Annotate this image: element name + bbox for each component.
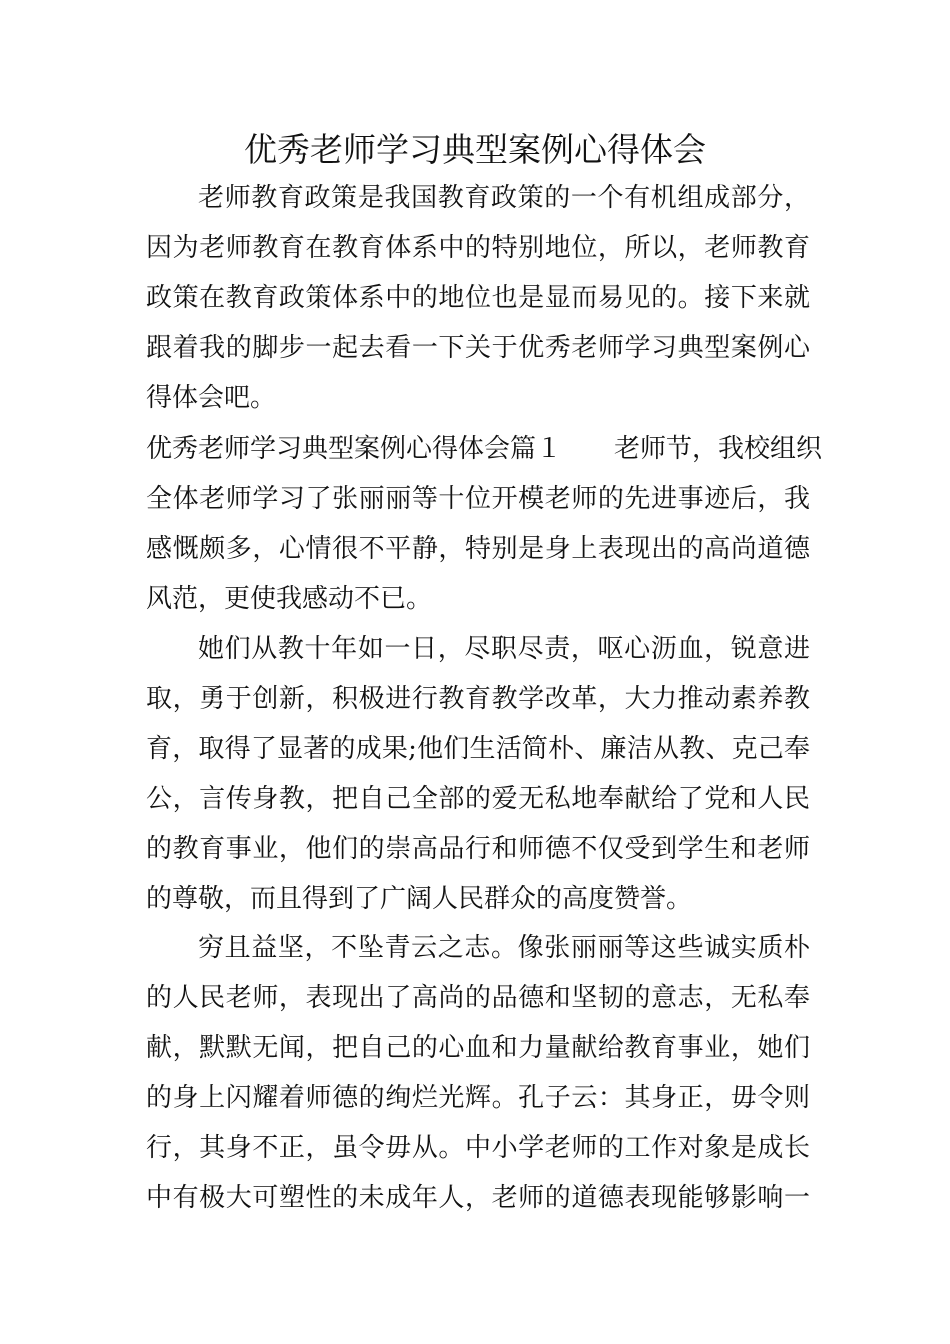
paragraph-line: 她们从教十年如一日，尽职尽责，呕心沥血，锐意进 [198, 634, 810, 664]
paragraph-line: 得体会吧。 [146, 383, 277, 413]
document-title: 优秀老师学习典型案例心得体会 [244, 130, 706, 169]
paragraph-line: 育，取得了显著的成果;他们生活简朴、廉洁从教、克己奉 [146, 734, 810, 764]
paragraph-line: 的身上闪耀着师德的绚烂光辉。孔子云：其身正，毋令则 [146, 1083, 810, 1113]
section-heading: 优秀老师学习典型案例心得体会篇１ [146, 434, 563, 464]
paragraph-line: 穷且益坚，不坠青云之志。像张丽丽等这些诚实质朴 [198, 933, 810, 963]
paragraph-line: 风范，更使我感动不已。 [146, 584, 433, 614]
paragraph-line: 因为老师教育在教育体系中的特别地位，所以，老师教育 [146, 233, 810, 263]
paragraph-line: 行，其身不正，虽令毋从。中小学老师的工作对象是成长 [146, 1133, 810, 1163]
paragraph-line: 政策在教育政策体系中的地位也是显而易见的。接下来就 [146, 283, 810, 313]
paragraph-line: 的尊敬，而且得到了广阔人民群众的高度赞誉。 [146, 884, 693, 914]
paragraph-line: 跟着我的脚步一起去看一下关于优秀老师学习典型案例心 [146, 333, 810, 363]
section-first-line: 老师节，我校组织 [614, 434, 823, 464]
paragraph-line: 的人民老师，表现出了高尚的品德和坚韧的意志，无私奉 [146, 983, 810, 1013]
paragraph-line: 老师教育政策是我国教育政策的一个有机组成部分， [198, 183, 810, 213]
paragraph-line: 的教育事业，他们的崇高品行和师德不仅受到学生和老师 [146, 834, 810, 864]
paragraph-line: 中有极大可塑性的未成年人，老师的道德表现能够影响一 [146, 1183, 810, 1213]
paragraph-line: 感慨颇多，心情很不平静，特别是身上表现出的高尚道德 [146, 534, 810, 564]
paragraph-line: 取，勇于创新，积极进行教育教学改革，大力推动素养教 [146, 684, 810, 714]
section-heading-line [146, 424, 823, 474]
paragraph-line: 公，言传身教，把自己全部的爱无私地奉献给了党和人民 [146, 784, 810, 814]
paragraph-line: 全体老师学习了张丽丽等十位开模老师的先进事迹后，我 [146, 484, 810, 514]
paragraph-line: 献，默默无闻，把自己的心血和力量献给教育事业，她们 [146, 1033, 810, 1063]
